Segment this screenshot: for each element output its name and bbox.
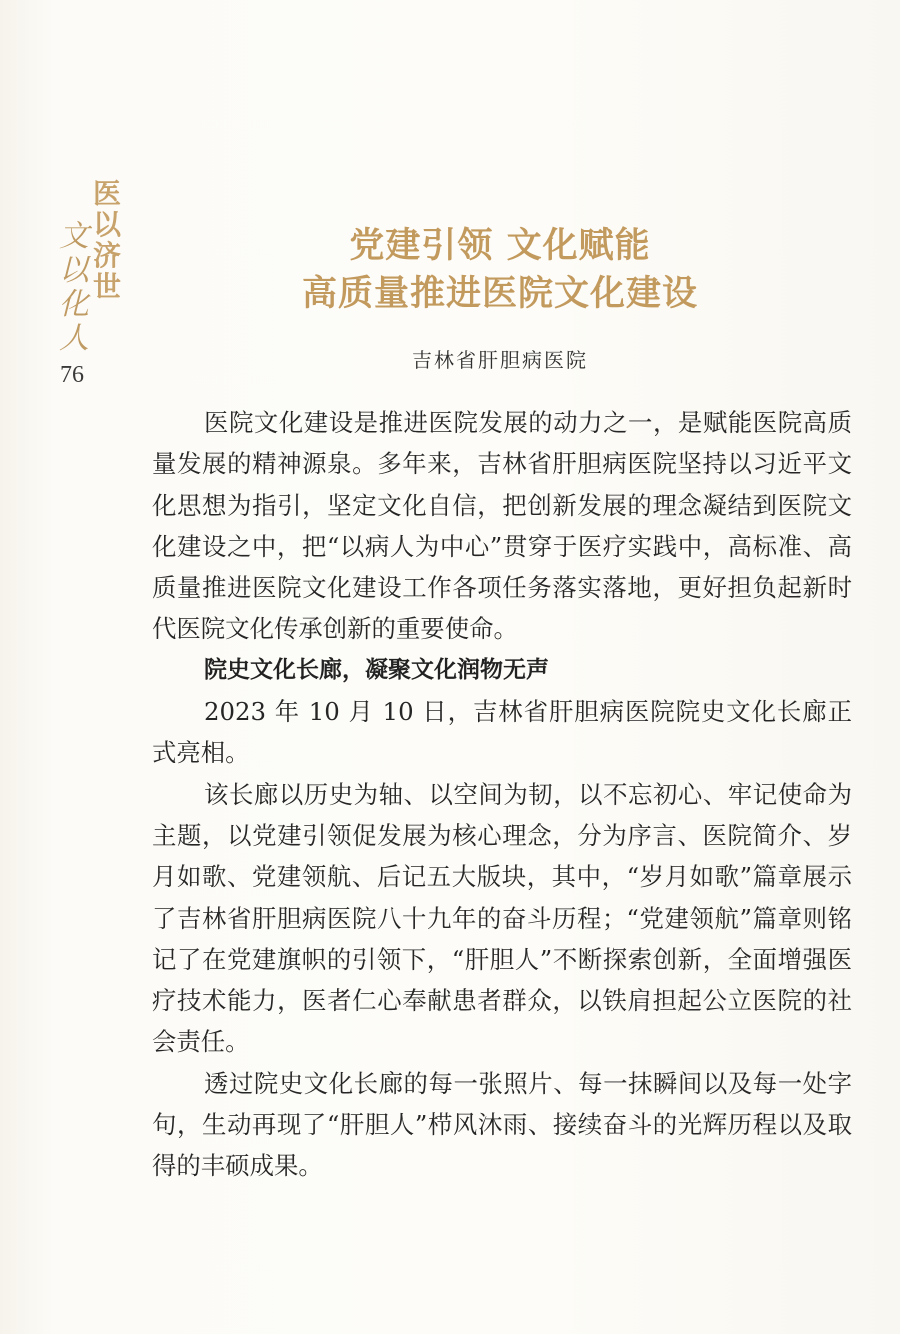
paragraph: 透过院史文化长廊的每一张照片、每一抹瞬间以及每一处字句，生动再现了“肝胆人”栉风沐雨、接续奋斗的光辉历程以及取得的丰硕成果。 — [152, 1068, 852, 1181]
paragraph: 医院文化建设是推进医院发展的动力之一，是赋能医院高质量发展的精神源泉。多年来，吉林省肝胆病医院坚持以习近平文化思想为指引，坚定文化自信，把创新发展的理念凝结到医院文化建设之中，把“以病人为中心”贯穿于医疗实践中，高标准、高质量推进医院文化建设工作各项任务落实落地，更好担负起新时代医院文化传承创新的重要使命。 — [152, 408, 852, 644]
series-mark-char: 济 — [92, 239, 121, 272]
section-heading: 院史文化长廊，凝聚文化润物无声 — [204, 656, 549, 683]
series-mark-bold-column — [90, 178, 124, 302]
article-title-line-1: 党建引领 文化赋能 — [349, 226, 651, 266]
series-mark-char: 世 — [92, 270, 121, 303]
series-mark-char: 以 — [59, 253, 89, 288]
series-mark — [56, 178, 126, 358]
paragraph: 该长廊以历史为轴、以空间为韧，以不忘初心、牢记使命为主题，以党建引领促发展为核心理念，分为序言、医院简介、岁月如歌、党建领航、后记五大版块，其中，“岁月如歌”篇章展示了吉林省肝胆病医院八十九年的奋斗历程；“党建领航”篇章则铭记了在党建旗帜的引领下，“肝胆人”不断探索创新，全面增强医疗技术能力，医者仁心奉献患者群众，以铁肩担起公立医院的社会责任。 — [152, 779, 852, 1057]
series-mark-char: 医 — [92, 177, 121, 210]
article-title-line-2: 高质量推进医院文化建设 — [301, 274, 698, 314]
series-mark-char: 文 — [59, 219, 89, 254]
series-mark-char: 以 — [92, 208, 121, 241]
series-mark-char: 化 — [59, 287, 89, 322]
series-mark-script-column — [58, 220, 90, 356]
article-author: 吉林省肝胆病医院 — [412, 348, 588, 372]
paragraph: 2023 年 10 月 10 日，吉林省肝胆病医院院史文化长廊正式亮相。 — [152, 697, 852, 768]
page-number: 76 — [60, 362, 84, 388]
series-mark-char: 人 — [59, 321, 89, 356]
article-body — [152, 402, 852, 1187]
